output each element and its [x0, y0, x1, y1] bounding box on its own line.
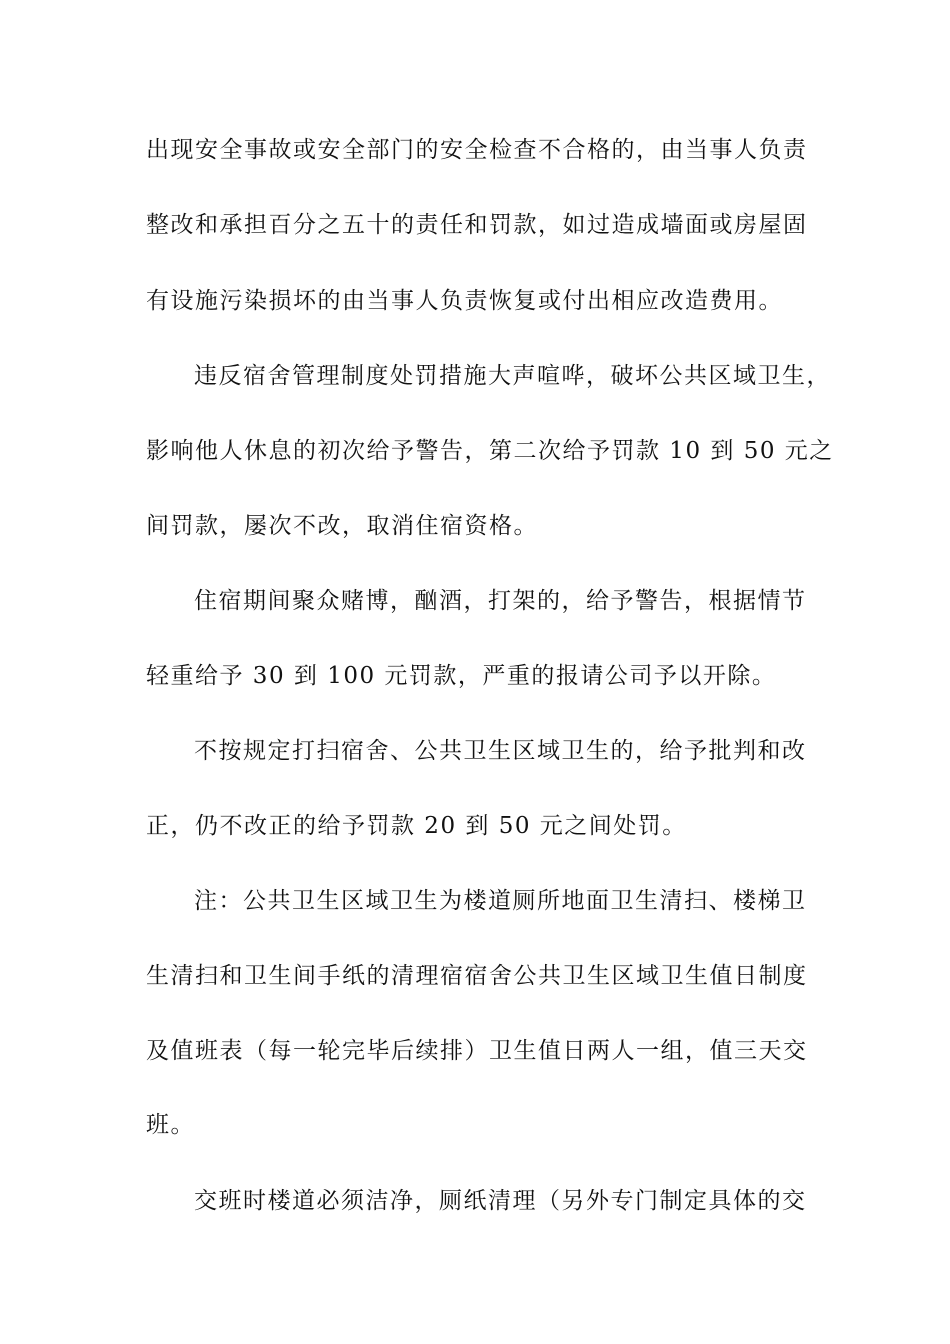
text-line: 出现安全事故或安全部门的安全检查不合格的，由当事人负责: [146, 137, 808, 163]
paragraph-first-line: 交班时楼道必须洁净，厕纸清理（另外专门制定具体的交: [194, 1188, 807, 1214]
text-line: 间罚款，屡次不改，取消住宿资格。: [146, 513, 538, 539]
paragraph-first-line: 住宿期间聚众赌博，酗酒，打架的，给予警告，根据情节: [194, 588, 807, 614]
text-line: 班。: [146, 1112, 195, 1138]
text-line: 轻重给予 30 到 100 元罚款，严重的报请公司予以开除。: [146, 663, 777, 689]
paragraph-first-line: 注：公共卫生区域卫生为楼道厕所地面卫生清扫、楼梯卫: [194, 888, 807, 914]
text-line: 有设施污染损坏的由当事人负责恢复或付出相应改造费用。: [146, 288, 783, 314]
text-line: 整改和承担百分之五十的责任和罚款，如过造成墙面或房屋固: [146, 212, 808, 238]
text-line: 影响他人休息的初次给予警告，第二次给予罚款 10 到 50 元之: [146, 438, 834, 464]
text-line: 及值班表（每一轮完毕后续排）卫生值日两人一组，值三天交: [146, 1038, 808, 1064]
paragraph-first-line: 不按规定打扫宿舍、公共卫生区域卫生的，给予批判和改: [194, 738, 807, 764]
paragraph-first-line: 违反宿舍管理制度处罚措施大声喧哗，破坏公共区域卫生，: [194, 363, 831, 389]
text-line: 生清扫和卫生间手纸的清理宿宿舍公共卫生区域卫生值日制度: [146, 963, 808, 989]
text-line: 正，仍不改正的给予罚款 20 到 50 元之间处罚。: [146, 813, 687, 839]
